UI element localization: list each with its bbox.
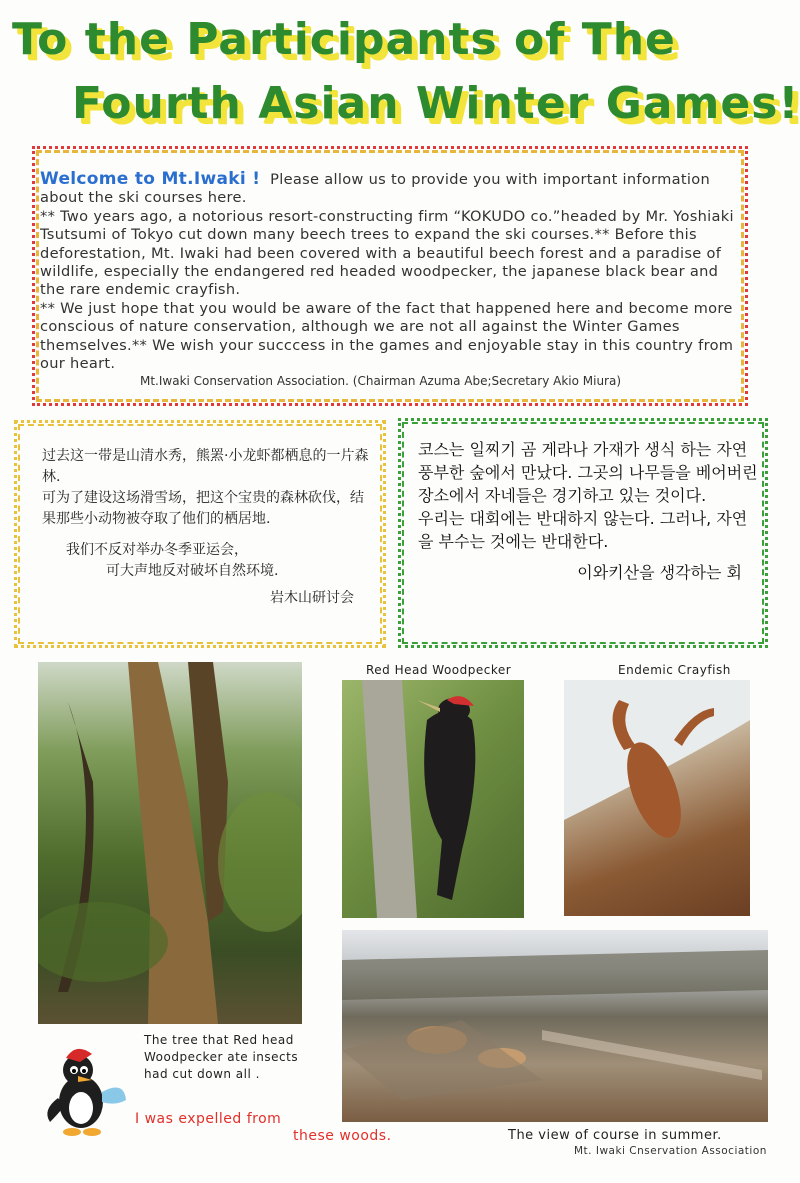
chinese-signature: 岩木山研讨会	[270, 590, 354, 606]
welcome-text	[40, 170, 746, 373]
title-line-1: To the Participants of The	[12, 14, 676, 65]
welcome-line-3: ** We just hope that you would be aware of the fact that happened here and become more conscious of nature conservation, although we are not all against the Winter Games themselves.** We wish your succcess in the games and enjoyable stay in this country from our heart.	[40, 299, 734, 373]
welcome-greeting: Welcome to Mt.Iwaki !	[40, 169, 261, 189]
chinese-text	[42, 446, 372, 609]
korean-para-1: 코스는 일찌기 곰 게라나 가재가 생식 하는 자연 풍부한 숲에서 만났다. 그곳의 나무들을 베어버린 장소에서 자네들은 경기하고 있는 것이다.	[418, 440, 758, 505]
view-caption: The view of course in summer.	[508, 1128, 722, 1143]
korean-para-2: 우리는 대회에는 반대하지 않는다. 그러나, 자연을 부수는 것에는 반대한다.	[418, 509, 748, 551]
woodpecker-caption: Red Head Woodpecker	[366, 663, 512, 677]
korean-text	[418, 438, 758, 584]
welcome-line-2: ** Two years ago, a notorious resort-constructing firm “KOKUDO co.”headed by Mr. Yoshiaki Tsutsumi of Tokyo cut down many beech trees to expand the ski courses.** Before this deforestation, Mt. Iwaki had been covered with a beautiful beech forest and a paradise of wildlife, especially the endangered red headed woodpecker, the japanese black bear and the rare endemic crayfish.	[40, 207, 734, 299]
chinese-para-3: 我们不反对举办冬季亚运会，	[66, 542, 248, 558]
crayfish-photo	[564, 680, 750, 916]
woodpecker-photo	[342, 680, 524, 918]
chinese-para-1: 过去这一带是山清水秀，熊罴·小龙虾都栖息的一片森林.	[42, 448, 369, 485]
crayfish-caption: Endemic Crayfish	[618, 663, 731, 677]
title-line-2: Fourth Asian Winter Games!	[72, 78, 800, 129]
woodpecker-mascot-icon	[36, 1040, 136, 1140]
chinese-para-2: 可为了建设这场滑雪场，把这个宝贵的森林砍伐，结果那些小动物被夺取了他们的栖居地.	[42, 490, 364, 527]
course-view-photo	[342, 930, 768, 1122]
expelled-line-2: these woods.	[293, 1128, 392, 1144]
association-footer: Mt. Iwaki Cnservation Association	[574, 1145, 767, 1157]
tree-photo	[38, 662, 302, 1024]
chinese-para-4: 可大声地反对破坏自然环境.	[106, 563, 279, 579]
welcome-line-1: Please allow us to provide you with important information about the ski courses here.	[40, 171, 711, 207]
tree-caption: The tree that Red head Woodpecker ate insects had cut down all .	[144, 1033, 299, 1081]
korean-signature: 이와키산을 생각하는 회	[577, 563, 742, 582]
welcome-signature: Mt.Iwaki Conservation Association. (Chairman Azuma Abe;Secretary Akio Miura)	[140, 374, 622, 388]
expelled-text	[135, 1111, 392, 1145]
expelled-line-1: I was expelled from	[135, 1111, 282, 1127]
